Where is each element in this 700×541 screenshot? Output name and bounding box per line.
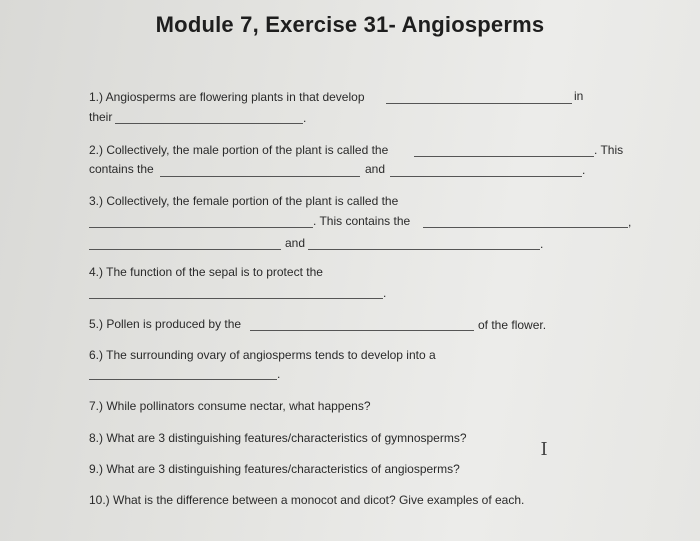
q3-blank-4[interactable]: [308, 249, 540, 250]
q4-text: 4.) The function of the sepal is to protect the: [89, 265, 323, 279]
q3-blank-1[interactable]: [89, 227, 313, 228]
q3-text-contains: . This contains the: [313, 214, 411, 228]
text-cursor-icon: I: [540, 439, 548, 460]
q8-text: 8.) What are 3 distinguishing features/characteristics of gymnosperms?: [89, 431, 467, 445]
q5-text-end: of the flower.: [478, 318, 547, 332]
q2-period: .: [582, 163, 586, 177]
q3-text-and: and: [285, 236, 306, 250]
q1-blank-2[interactable]: [115, 123, 303, 124]
q7-text: 7.) While pollinators consume nectar, what happens?: [89, 399, 371, 413]
q3-comma: ,: [628, 215, 632, 229]
q3-text: 3.) Collectively, the female portion of the plant is called the: [89, 194, 399, 208]
q2-text: 2.) Collectively, the male portion of the plant is called the: [89, 143, 389, 157]
q1-period: .: [303, 111, 307, 125]
q5-blank[interactable]: [250, 330, 474, 331]
q6-period: .: [277, 367, 281, 381]
q4-period: .: [383, 286, 387, 300]
q1-text-their: their: [89, 110, 113, 124]
q3-blank-3[interactable]: [89, 249, 281, 250]
q6-text: 6.) The surrounding ovary of angiosperms tends to develop into a: [89, 348, 436, 362]
q9-text: 9.) What are 3 distinguishing features/characteristics of angiosperms?: [89, 462, 460, 476]
q5-text: 5.) Pollen is produced by the: [89, 317, 242, 331]
q3-blank-2[interactable]: [423, 227, 628, 228]
q4-blank[interactable]: [89, 298, 383, 299]
q2-text-and: and: [365, 162, 386, 176]
page-title: Module 7, Exercise 31- Angiosperms: [155, 12, 545, 37]
q2-blank-2[interactable]: [160, 176, 360, 177]
q2-text-contains: contains the: [89, 162, 154, 176]
q3-period: .: [540, 237, 544, 251]
q2-blank-1[interactable]: [414, 156, 594, 157]
q2-blank-3[interactable]: [390, 176, 582, 177]
q2-text-this: . This: [594, 143, 624, 157]
q10-text: 10.) What is the difference between a monocot and dicot? Give examples of each.: [89, 493, 525, 507]
q1-text-in: in: [574, 89, 584, 103]
q6-blank[interactable]: [89, 379, 277, 380]
q1-text: 1.) Angiosperms are flowering plants in that develop: [89, 90, 365, 104]
q1-blank-1[interactable]: [386, 103, 572, 104]
